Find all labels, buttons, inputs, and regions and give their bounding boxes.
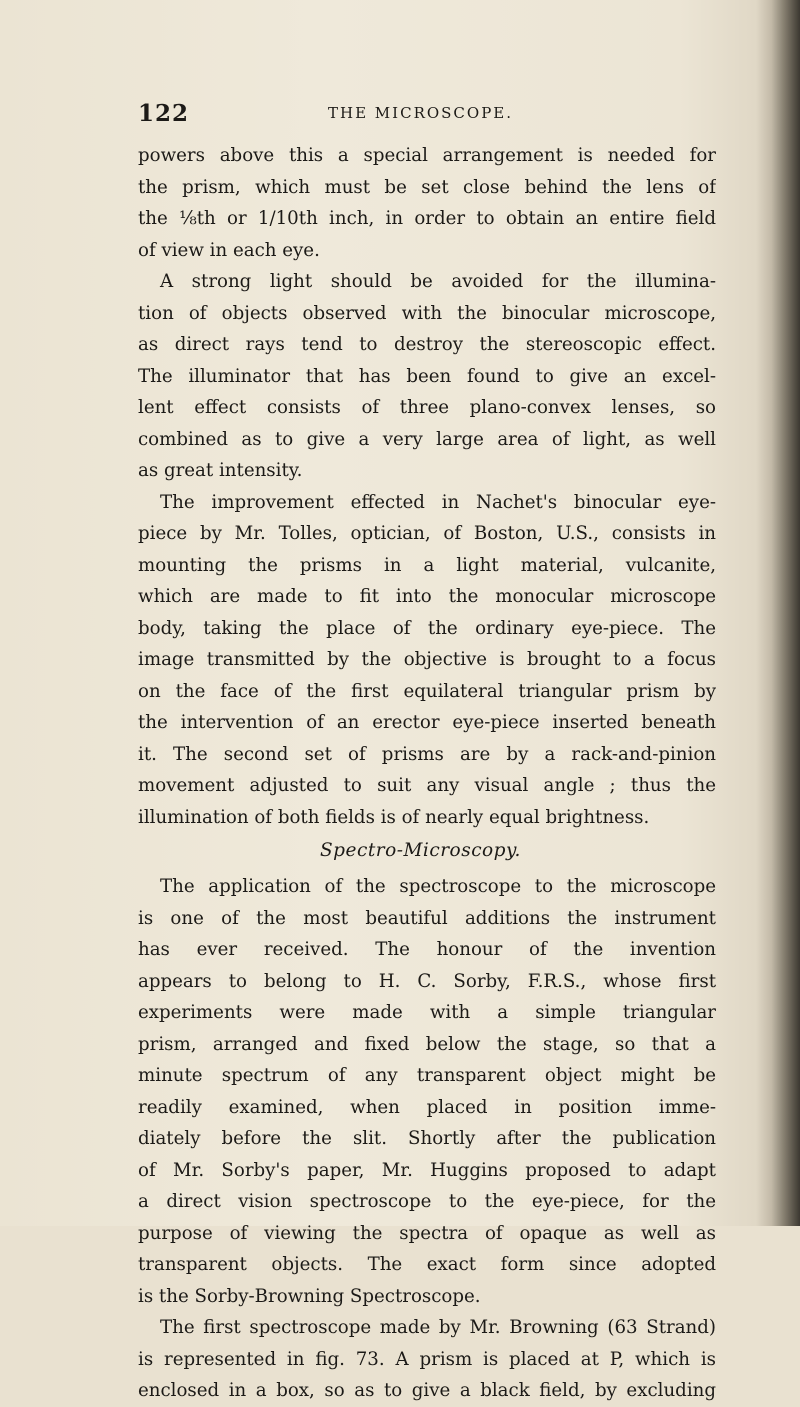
text-line: prism, arranged and fixed below the stage, so that a — [138, 1033, 716, 1055]
text-line: The first spectroscope made by Mr. Browning (63 Strand) — [160, 1317, 716, 1338]
section-heading: Spectro-Microscopy. — [320, 840, 521, 861]
text-line: has ever received. The honour of the invention — [138, 939, 716, 960]
text-line: is one of the most beautiful additions the instrument — [138, 907, 716, 929]
text-line: diately before the slit. Shortly after the publication — [138, 1128, 716, 1149]
text-line: the intervention of an erector eye-piece inserted beneath — [138, 712, 716, 733]
text-line: lent effect consists of three plano-convex lenses, so — [138, 397, 716, 418]
text-line: of Mr. Sorby's paper, Mr. Huggins proposed to adapt — [138, 1159, 716, 1181]
text-line: as direct rays tend to destroy the stereoscopic effect. — [138, 334, 716, 355]
text-line: minute spectrum of any transparent object might be — [138, 1065, 716, 1086]
text-line: readily examined, when placed in position imme- — [138, 1096, 716, 1118]
text-line: illumination of both fields is of nearly equal brightness. — [138, 806, 650, 828]
text-line: combined as to give a very large area of light, as well — [138, 428, 716, 450]
text-line: The improvement effected in Nachet's binocular eye- — [160, 491, 716, 513]
text-line: tion of objects observed with the binocular microscope, — [138, 302, 716, 324]
text-line: transparent objects. The exact form since adopted — [138, 1254, 716, 1275]
text-line: appears to belong to H. C. Sorby, F.R.S., whose first — [138, 970, 716, 992]
text-line: it. The second set of prisms are by a rack-and-pinion — [138, 743, 716, 765]
text-line: A strong light should be avoided for the illumina- — [160, 271, 716, 292]
text-line: a direct vision spectroscope to the eye-piece, for the — [138, 1191, 716, 1212]
page-edge-shadow — [756, 0, 800, 1226]
body-text — [138, 140, 716, 1407]
text-line: is represented in fig. 73. A prism is placed at P, which is — [138, 1348, 716, 1370]
text-line: which are made to fit into the monocular microscope — [138, 586, 716, 607]
text-line: on the face of the first equilateral triangular prism by — [138, 680, 716, 702]
page-number: 122 — [138, 100, 190, 127]
text-line: the ⅛th or 1/10th inch, in order to obtain an entire field — [138, 208, 716, 229]
text-line: of view in each eye. — [138, 239, 320, 261]
text-line: The application of the spectroscope to the microscope — [160, 876, 716, 897]
text-line: enclosed in a box, so as to give a black field, by excluding — [138, 1380, 716, 1401]
text-line: body, taking the place of the ordinary eye-piece. The — [138, 617, 716, 639]
text-line: The illuminator that has been found to give an excel- — [138, 365, 716, 387]
text-line: movement adjusted to suit any visual angle ; thus the — [138, 775, 716, 796]
running-head: THE MICROSCOPE. — [328, 104, 514, 122]
text-line: piece by Mr. Tolles, optician, of Boston, U.S., consists in — [138, 523, 716, 544]
text-line: image transmitted by the objective is brought to a focus — [138, 649, 716, 670]
text-line: mounting the prisms in a light material, vulcanite, — [138, 554, 716, 576]
text-line: purpose of viewing the spectra of opaque as well as — [138, 1222, 716, 1244]
text-line: is the Sorby-Browning Spectroscope. — [138, 1285, 481, 1307]
text-line: experiments were made with a simple triangular — [138, 1002, 716, 1023]
text-line: as great intensity. — [138, 460, 303, 481]
text-line: the prism, which must be set close behind the lens of — [138, 176, 716, 198]
text-line: powers above this a special arrangement is needed for — [138, 145, 716, 166]
page-header — [138, 100, 708, 130]
